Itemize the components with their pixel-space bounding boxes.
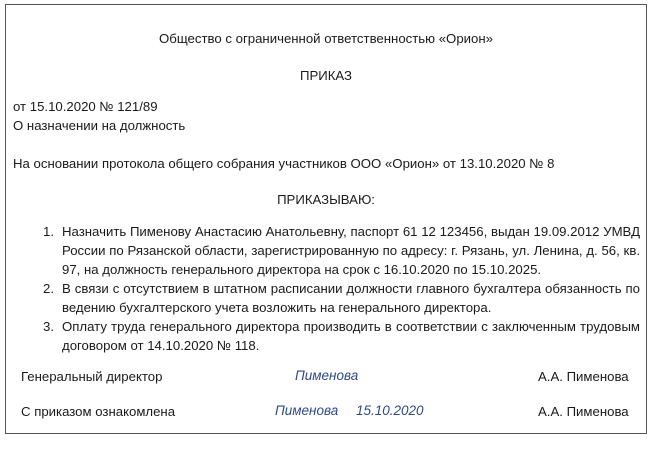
list-item-number: 2. — [43, 281, 54, 296]
order-word: ПРИКАЗЫВАЮ: — [277, 192, 375, 207]
list-item-text: Оплату труда генерального директора производить в соответствии с заключенным трудовым договором от 14.10.2020 № 118. — [62, 319, 640, 353]
acknowledged-signature: Пименова — [275, 403, 339, 418]
document-title: ПРИКАЗ — [299, 68, 353, 83]
order-basis: На основании протокола общего собрания участников ООО «Орион» от 13.10.2020 № 8 — [13, 156, 555, 171]
list-item-text: В связи с отсутствием в штатном расписании должности главного бухгалтера обязанность по ведению бухгалтерского учета возложить на генерального директора. — [62, 281, 640, 315]
acknowledged-role: С приказом ознакомлена — [21, 404, 176, 419]
acknowledged-date: 15.10.2020 — [356, 403, 424, 418]
order-date-number: от 15.10.2020 № 121/89 — [13, 99, 158, 114]
list-item-number: 1. — [43, 224, 54, 239]
document-page — [5, 4, 647, 434]
organization-name: Общество с ограниченной ответственностью «Орион» — [159, 31, 493, 46]
order-subject: О назначении на должность — [13, 118, 186, 133]
list-item — [36, 279, 640, 319]
director-name: А.А. Пименова — [538, 369, 629, 384]
list-item — [36, 222, 640, 282]
director-signature: Пименова — [295, 368, 359, 383]
list-item-number: 3. — [43, 319, 54, 334]
list-item — [36, 317, 640, 357]
director-role: Генеральный директор — [21, 369, 163, 384]
acknowledged-name: А.А. Пименова — [538, 404, 629, 419]
list-item-text: Назначить Пименову Анастасию Анатольевну, паспорт 61 12 123456, выдан 19.09.2012 УМВД России по Рязанской области, зарегистрированную по адресу: г. Рязань, ул. Ленина, д. 56, кв. 97, на должность генерального директора на срок с 16.10.2020 по 15.10.2025. — [62, 224, 640, 277]
